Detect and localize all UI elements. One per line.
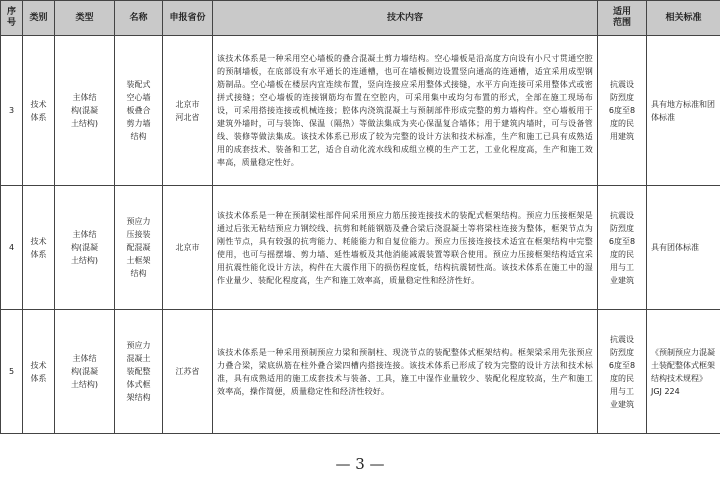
header-type: 类型 [55,1,115,36]
row-name: 预应力 混凝土 装配整 体式框 架结构 [115,310,163,434]
page-number: — 3 — [335,455,385,473]
table-row [1,186,720,310]
row-category: 技术 体系 [23,36,55,186]
header-category: 类别 [23,1,55,36]
header-index: 序 号 [1,1,23,36]
table-row [1,36,720,186]
table-row [1,310,720,434]
row-type: 主体结 构(混凝 土结构) [55,36,115,186]
row-standard: 具有地方标准和团 体标准 [647,36,720,186]
row-category: 技术 体系 [23,186,55,310]
table-header-row [1,1,720,36]
row-province: 北京市 [163,186,213,310]
header-standard: 相关标准 [647,1,720,36]
row-scope: 抗震设 防烈度 6度至8 度的民 用建筑 [598,36,647,186]
row-province: 北京市 河北省 [163,36,213,186]
row-content: 该技术体系是一种采用空心墙板的叠合混凝土剪力墙结构。空心墙板是沿高度方向设有小尺寸贯通空腔的预制墙板，在底部设有水平通长的连通槽，也可在墙板侧边设置竖向通高的连通槽，适宜采用成型钢筋制品。空心墙板在楼层内宜连续布置，竖向连接应采用整体式接缝，水平方向连接可采用整体式或密拼式接缝；空心墙板的连接钢筋均布置在空腔内，可采用集中或均匀布置的形式，全部在施工现场布设，可采用搭接连接或机械连接；腔体内浇筑混凝土与预制部件形成完整的剪力墙构件。空心墙板用于建筑外墙时，可与装饰、保温（隔热）等做法集成为夹心保温复合墙体；用于建筑内墙时，可与设备管线、装修等做法集成。该技术体系已形成了较为完整的设计方法和技术标准，生产和施工已具有成熟适用的成套技术、装备和工艺，适合自动化流水线和成组立模的生产工艺，工业化程度高，生产和施工效率高，质量稳定性好。 [213,36,598,186]
row-index: 5 [1,310,23,434]
row-name: 预应力 压接装 配混凝 土框架 结构 [115,186,163,310]
row-standard: 《预制预应力混凝 土装配整体式框架 结构技术规程》 JGJ 224 [647,310,720,434]
header-name: 名称 [115,1,163,36]
row-index: 3 [1,36,23,186]
header-scope: 适用 范围 [598,1,647,36]
header-province: 申报省份 [163,1,213,36]
row-content: 该技术体系是一种在预制梁柱部件间采用预应力筋压接连接技术的装配式框架结构。预应力压接框架是通过后张无粘结预应力钢绞线、抗剪和耗能钢筋及叠合梁后浇混凝土等将梁柱连接为整体，框架节点为刚性节点，具有较强的抗弯能力、耗能能力和自复位能力。预应力压接连接技术适宜在框架结构中完整使用，也可与摇摆墙、剪力墙、延性墙板及其他消能减震装置等联合使用。预应力压接框架结构适宜采用抗震性能化设计方法，构件在大震作用下的损伤程度低，结构抗震韧性高。该技术体系在施工中的湿作业量少、装配化程度高，生产和施工效率高，质量稳定性和经济性好。 [213,186,598,310]
row-province: 江苏省 [163,310,213,434]
row-type: 主体结 构(混凝 土结构) [55,310,115,434]
row-category: 技术 体系 [23,310,55,434]
row-index: 4 [1,186,23,310]
header-content: 技术内容 [213,1,598,36]
row-scope: 抗震设 防烈度 6度至8 度的民 用与工 业建筑 [598,186,647,310]
row-content: 该技术体系是一种采用预制预应力梁和预制柱、现浇节点的装配整体式框架结构。框架梁采用先张预应力叠合梁，梁底纵筋在柱外叠合梁四槽内搭接连接。该技术体系已形成了较为完整的设计方法和技术标准，具有成熟适用的施工成套技术与装备、工具，施工中湿作业量较少、装配化程度较高，生产和施工效率高，操作简便，质量稳定性和经济性较好。 [213,310,598,434]
row-standard: 具有团体标准 [647,186,720,310]
row-scope: 抗震设 防烈度 6度至8 度的民 用与工 业建筑 [598,310,647,434]
row-name: 装配式 空心墙 板叠合 剪力墙 结构 [115,36,163,186]
row-type: 主体结 构(混凝 土结构) [55,186,115,310]
